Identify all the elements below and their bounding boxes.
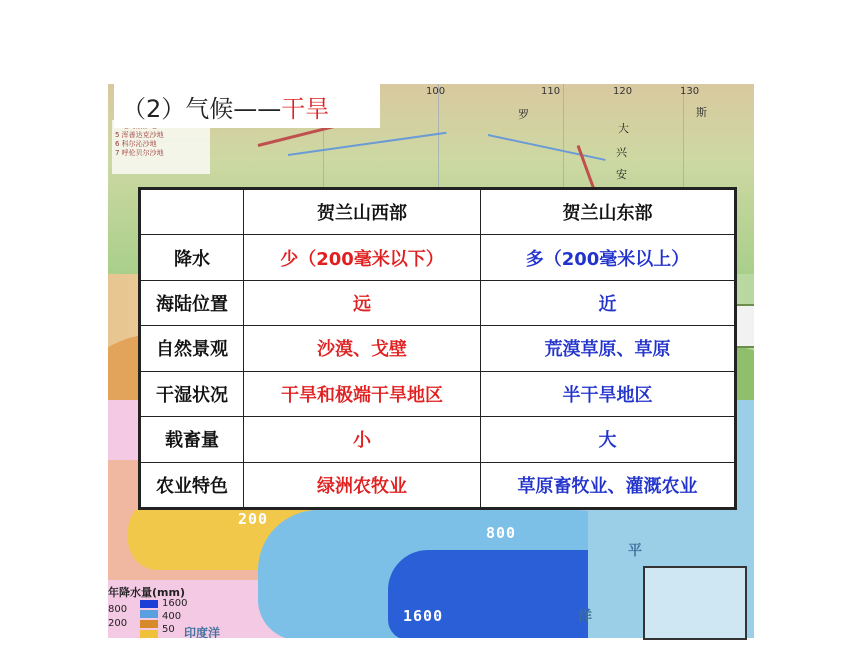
west-cell: 干旱和极端干旱地区 [244, 371, 481, 416]
heading-prefix: （2）气候—— [122, 94, 282, 123]
isoline-label: 200 [238, 510, 269, 528]
table-header-cell [141, 190, 244, 235]
west-cell: 少（200毫米以下） [244, 235, 481, 280]
rain-legend-label: 400 [162, 611, 182, 622]
east-cell: 半干旱地区 [481, 371, 735, 416]
longitude-label: 100 [426, 86, 446, 97]
east-cell: 荒漠草原、草原 [481, 326, 735, 371]
map-place-label: 大 [618, 122, 629, 135]
map-place-label: 安 [616, 168, 627, 181]
ocean-label: 洋 [578, 609, 592, 625]
section-heading [114, 84, 380, 128]
table-row [141, 235, 735, 280]
desert-legend [112, 120, 210, 174]
table-row [141, 280, 735, 325]
table-row [141, 326, 735, 371]
rain-legend-swatch [140, 600, 158, 608]
longitude-label: 110 [541, 86, 561, 97]
east-cell: 草原畜牧业、灌溉农业 [481, 462, 735, 507]
table-row [141, 371, 735, 416]
row-label: 自然景观 [141, 326, 244, 371]
rain-legend-label: 50 [162, 624, 175, 635]
ocean-label: 平 [628, 543, 642, 559]
table-header-cell: 贺兰山东部 [481, 190, 735, 235]
rain-legend-title: 年降水量(mm) [108, 586, 185, 599]
map-place-label: 罗 [518, 108, 529, 121]
table-header-row [141, 190, 735, 235]
table-header-cell: 贺兰山西部 [244, 190, 481, 235]
rain-legend-swatch [140, 620, 158, 628]
row-label: 载畜量 [141, 417, 244, 462]
east-cell: 多（200毫米以上） [481, 235, 735, 280]
rain-legend-swatch [140, 630, 158, 638]
east-cell: 近 [481, 280, 735, 325]
desert-legend-item: 5 浑善达克沙地 [115, 131, 164, 139]
isoline-label: 800 [486, 524, 517, 542]
west-cell: 远 [244, 280, 481, 325]
longitude-label: 130 [680, 86, 700, 97]
rain-legend [108, 584, 308, 638]
heading-highlight: 干旱 [281, 94, 330, 123]
row-label: 干湿状况 [141, 371, 244, 416]
isoline-label: 1600 [403, 607, 444, 625]
longitude-label: 120 [613, 86, 633, 97]
table-row [141, 417, 735, 462]
map-place-label: 兴 [616, 146, 627, 159]
comparison-table [138, 187, 737, 510]
map-place-label: 斯 [696, 106, 707, 119]
south-china-sea-inset [643, 566, 747, 640]
ocean-label: 印度洋 [184, 626, 221, 638]
rain-legend-label: 1600 [162, 598, 188, 609]
east-cell: 大 [481, 417, 735, 462]
desert-legend-item: 7 呼伦贝尔沙地 [115, 149, 164, 157]
row-label: 海陆位置 [141, 280, 244, 325]
row-label: 降水 [141, 235, 244, 280]
west-cell: 绿洲农牧业 [244, 462, 481, 507]
west-cell: 小 [244, 417, 481, 462]
rain-legend-label: 800 [108, 604, 128, 615]
west-cell: 沙漠、戈壁 [244, 326, 481, 371]
desert-legend-item: 6 科尔沁沙地 [115, 140, 157, 148]
rain-legend-label: 200 [108, 618, 128, 629]
row-label: 农业特色 [141, 462, 244, 507]
rain-legend-swatch [140, 610, 158, 618]
table-row [141, 462, 735, 507]
